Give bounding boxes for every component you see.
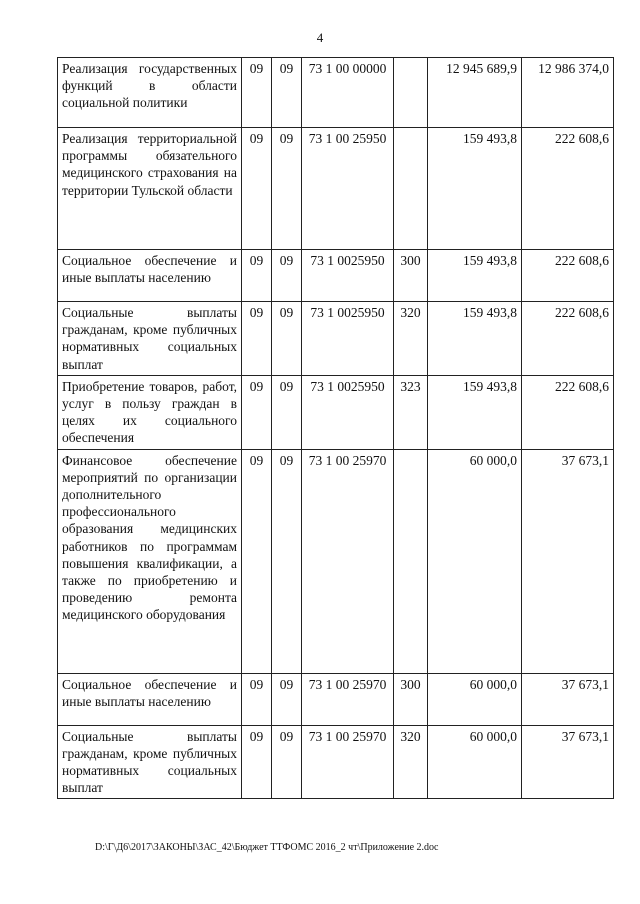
- target-article-cell: 73 1 0025950: [302, 375, 394, 449]
- row-name-cell: Финансовое обеспечение мероприятий по организации дополнительного профессионального образования медицинских работников по программам повышения квалификации, а также по приобретению и проведению ремонта медицинского оборудования: [58, 449, 242, 673]
- expense-type-cell: [394, 58, 428, 128]
- row-name-cell: Реализация территориальной программы обязательного медицинского страхования на территории Тульской области: [58, 128, 242, 250]
- target-article-cell: 73 1 00 25950: [302, 128, 394, 250]
- expense-type-cell: 320: [394, 302, 428, 376]
- amount-2016-cell: 60 000,0: [428, 673, 522, 725]
- table-row: [58, 58, 614, 128]
- amount-2016-cell: 60 000,0: [428, 449, 522, 673]
- target-article-cell: 73 1 00 00000: [302, 58, 394, 128]
- amount-2017-cell: 222 608,6: [522, 302, 614, 376]
- section-code-cell: 09: [242, 128, 272, 250]
- table-row: [58, 250, 614, 302]
- subsection-code-cell: 09: [272, 449, 302, 673]
- table-row: [58, 128, 614, 250]
- row-name-cell: Реализация государственных функций в области социальной политики: [58, 58, 242, 128]
- table-row: [58, 673, 614, 725]
- amount-2016-cell: 159 493,8: [428, 250, 522, 302]
- expense-type-cell: 300: [394, 673, 428, 725]
- target-article-cell: 73 1 0025950: [302, 250, 394, 302]
- table-row: [58, 302, 614, 376]
- table-row: [58, 449, 614, 673]
- row-name-cell: Социальное обеспечение и иные выплаты населению: [58, 250, 242, 302]
- amount-2017-cell: 12 986 374,0: [522, 58, 614, 128]
- section-code-cell: 09: [242, 449, 272, 673]
- page-number: 4: [316, 30, 324, 45]
- subsection-code-cell: 09: [272, 302, 302, 376]
- amount-2016-cell: 159 493,8: [428, 302, 522, 376]
- subsection-code-cell: 09: [272, 128, 302, 250]
- amount-2017-cell: 222 608,6: [522, 375, 614, 449]
- row-name-cell: Социальные выплаты гражданам, кроме публичных нормативных социальных выплат: [58, 302, 242, 376]
- section-code-cell: 09: [242, 725, 272, 799]
- document-path: D:\Г\Д6\2017\ЗАКОНЫ\ЗАС_42\Бюджет ТТФОМС 2016_2 чт\Приложение 2.doc: [95, 842, 439, 853]
- section-code-cell: 09: [242, 673, 272, 725]
- amount-2016-cell: 159 493,8: [428, 128, 522, 250]
- target-article-cell: 73 1 00 25970: [302, 449, 394, 673]
- section-code-cell: 09: [242, 58, 272, 128]
- subsection-code-cell: 09: [272, 58, 302, 128]
- expense-type-cell: [394, 128, 428, 250]
- row-name-cell: Социальное обеспечение и иные выплаты населению: [58, 673, 242, 725]
- row-name-cell: Социальные выплаты гражданам, кроме публичных нормативных социальных выплат: [58, 725, 242, 799]
- amount-2017-cell: 222 608,6: [522, 128, 614, 250]
- subsection-code-cell: 09: [272, 375, 302, 449]
- amount-2017-cell: 37 673,1: [522, 725, 614, 799]
- row-name-cell: Приобретение товаров, работ, услуг в пользу граждан в целях их социального обеспечения: [58, 375, 242, 449]
- amount-2017-cell: 37 673,1: [522, 673, 614, 725]
- amount-2017-cell: 222 608,6: [522, 250, 614, 302]
- budget-table: [57, 57, 614, 799]
- expense-type-cell: 300: [394, 250, 428, 302]
- expense-type-cell: 320: [394, 725, 428, 799]
- target-article-cell: 73 1 00 25970: [302, 725, 394, 799]
- section-code-cell: 09: [242, 302, 272, 376]
- expense-type-cell: 323: [394, 375, 428, 449]
- amount-2017-cell: 37 673,1: [522, 449, 614, 673]
- table-row: [58, 725, 614, 799]
- subsection-code-cell: 09: [272, 725, 302, 799]
- section-code-cell: 09: [242, 375, 272, 449]
- target-article-cell: 73 1 00 25970: [302, 673, 394, 725]
- expense-type-cell: [394, 449, 428, 673]
- subsection-code-cell: 09: [272, 673, 302, 725]
- table-body: [58, 58, 614, 799]
- amount-2016-cell: 159 493,8: [428, 375, 522, 449]
- section-code-cell: 09: [242, 250, 272, 302]
- table-row: [58, 375, 614, 449]
- amount-2016-cell: 12 945 689,9: [428, 58, 522, 128]
- amount-2016-cell: 60 000,0: [428, 725, 522, 799]
- target-article-cell: 73 1 0025950: [302, 302, 394, 376]
- subsection-code-cell: 09: [272, 250, 302, 302]
